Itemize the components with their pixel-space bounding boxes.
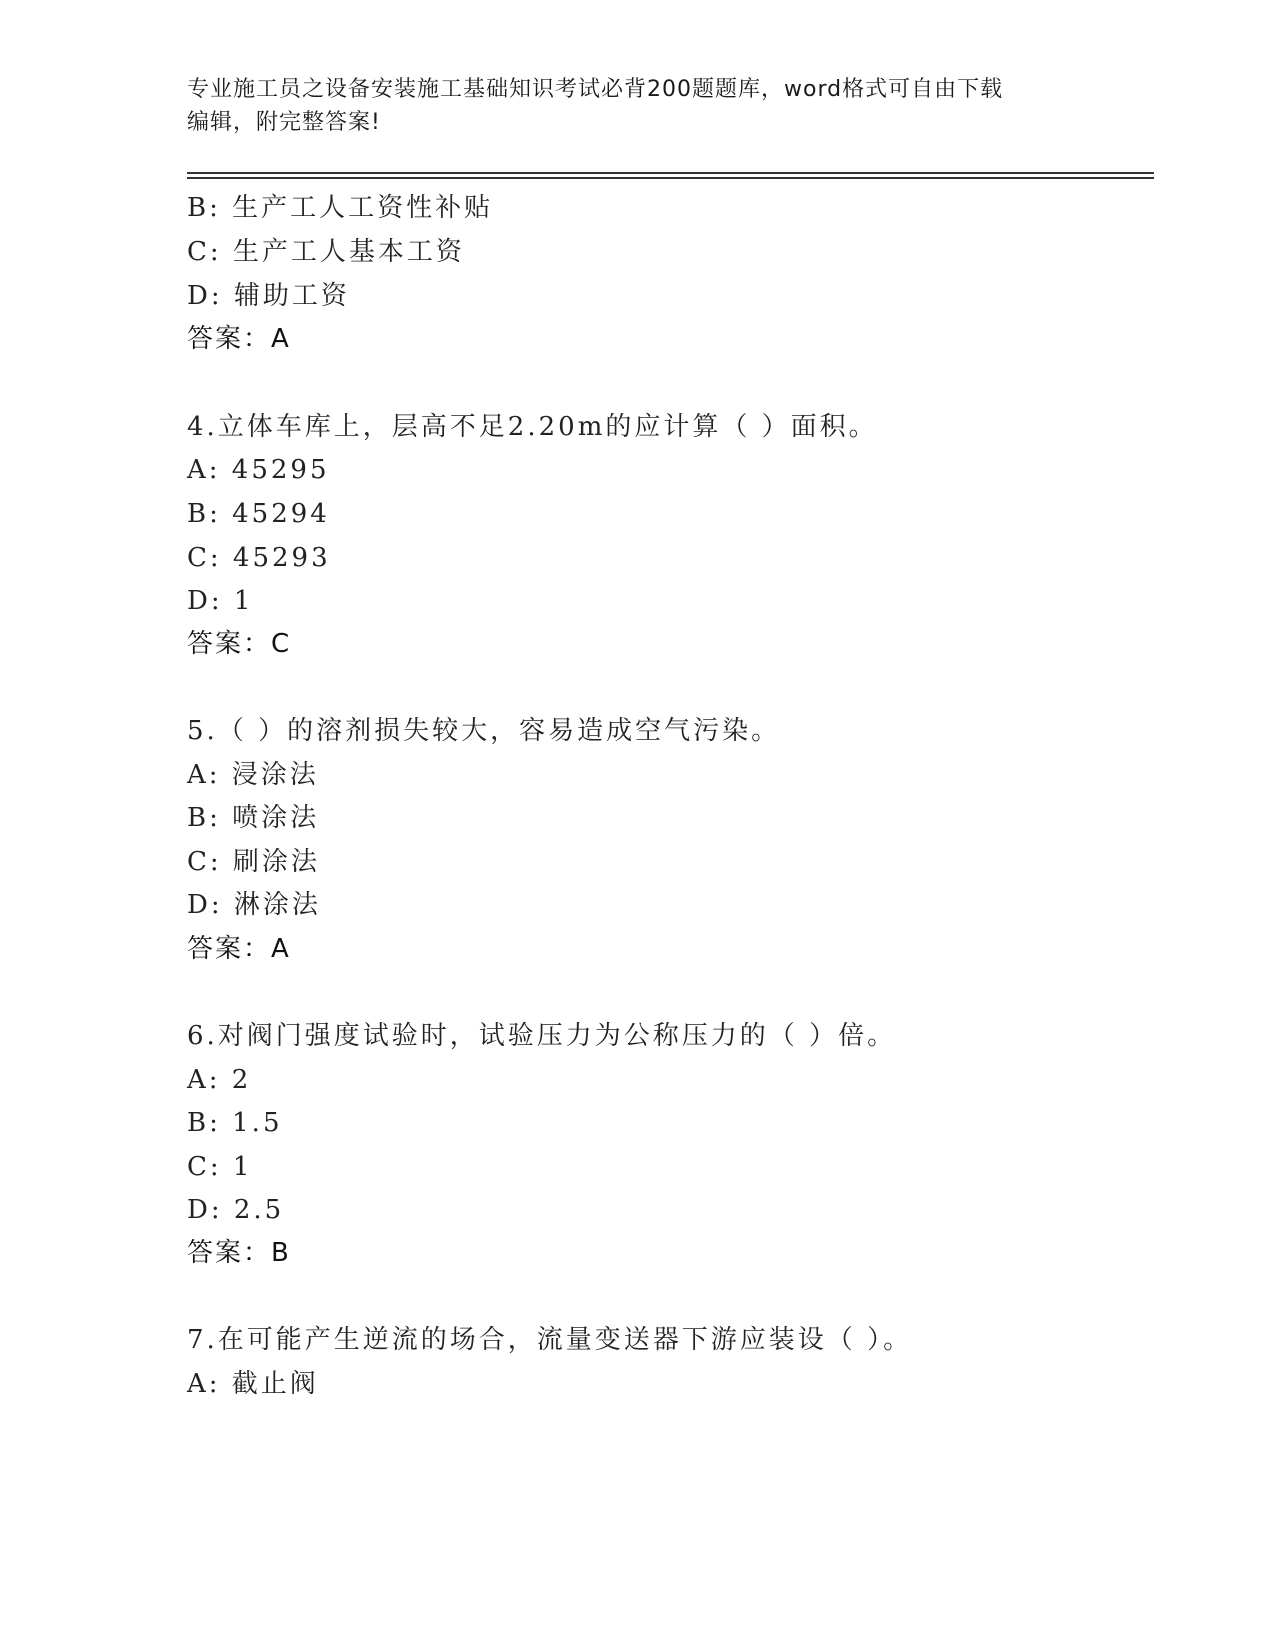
document-header (187, 73, 1087, 139)
q3-option-c: C: 生产工人基本工资 (187, 237, 465, 267)
q4-option-b: B: 45294 (187, 499, 330, 529)
q5-question: 5.（ ）的溶剂损失较大，容易造成空气污染。 (187, 716, 781, 746)
q3-option-d: D: 辅助工资 (187, 281, 350, 311)
q6-option-d: D: 2.5 (187, 1195, 285, 1225)
q4-option-a: A: 45295 (187, 455, 330, 485)
header-divider-top (187, 172, 1154, 174)
q7-option-a: A: 截止阀 (187, 1369, 319, 1399)
header-divider-bottom (187, 177, 1154, 179)
q3-answer: 答案：A (187, 324, 291, 354)
header-title-line-1: 专业施工员之设备安装施工基础知识考试必背200题题库，word格式可自由下载 (187, 77, 1004, 102)
q4-answer: 答案：C (187, 629, 292, 659)
header-title-line-2: 编辑，附完整答案! (187, 110, 381, 135)
q5-option-d: D: 淋涂法 (187, 890, 321, 920)
q6-answer: 答案：B (187, 1238, 291, 1268)
q4-option-c: C: 45293 (187, 543, 331, 573)
q6-option-b: B: 1.5 (187, 1108, 283, 1138)
q5-option-a: A: 浸涂法 (187, 760, 319, 790)
q4-question: 4.立体车库上，层高不足2.20m的应计算（ ）面积。 (187, 412, 878, 442)
q5-option-c: C: 刷涂法 (187, 847, 320, 877)
q7-question: 7.在可能产生逆流的场合，流量变送器下游应装设（ ）。 (187, 1325, 913, 1355)
q4-option-d: D: 1 (187, 586, 254, 616)
q6-option-a: A: 2 (187, 1065, 252, 1095)
q6-question: 6.对阀门强度试验时，试验压力为公称压力的（ ）倍。 (187, 1021, 897, 1051)
q3-option-b: B: 生产工人工资性补贴 (187, 193, 494, 223)
q5-option-b: B: 喷涂法 (187, 803, 320, 833)
q6-option-c: C: 1 (187, 1152, 253, 1182)
q5-answer: 答案：A (187, 934, 291, 964)
